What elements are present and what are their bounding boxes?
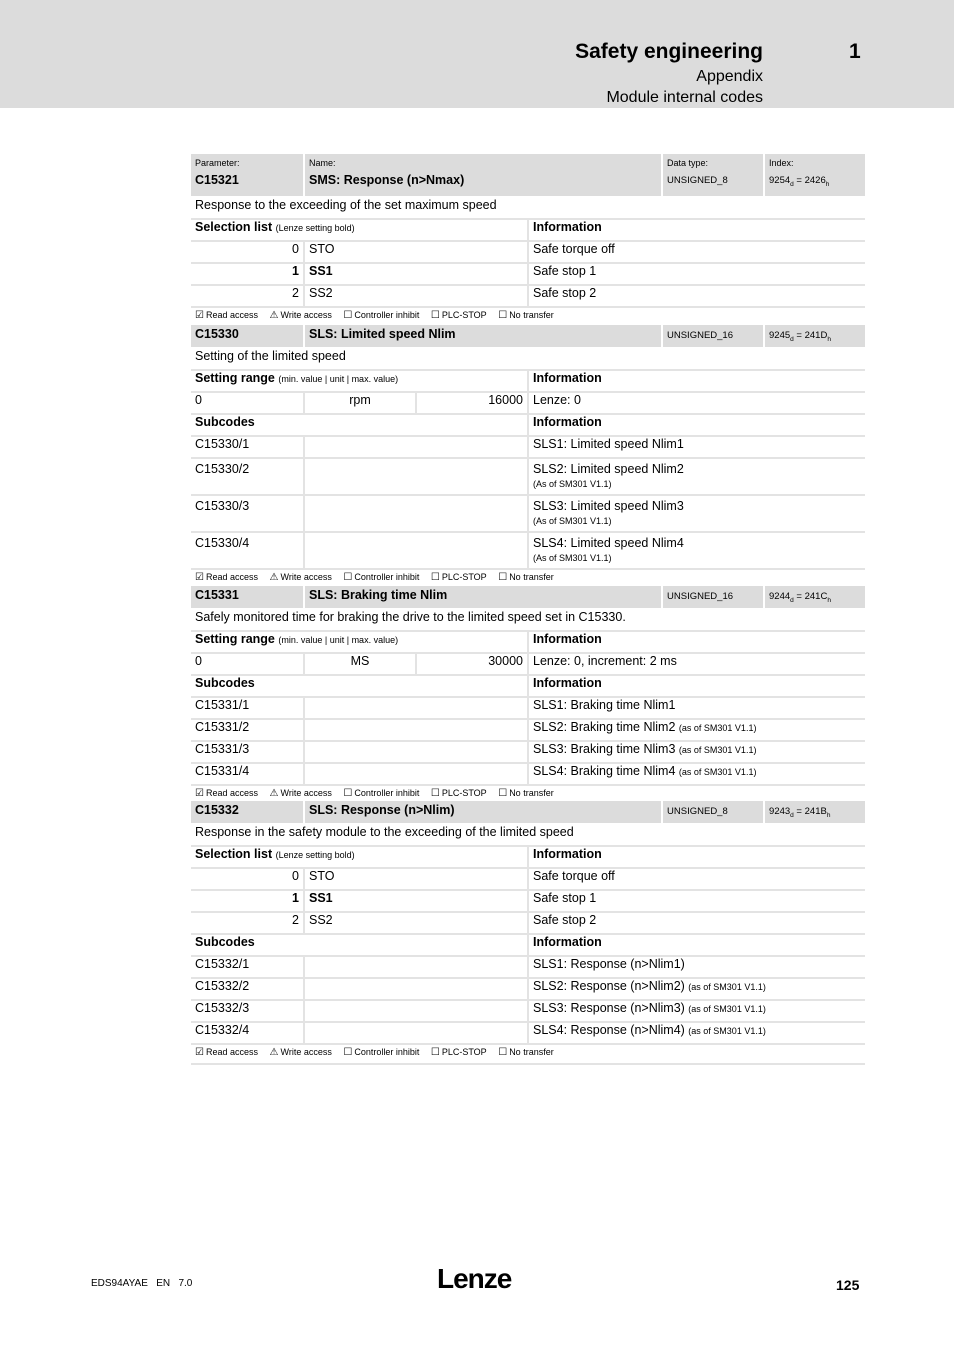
page-number: 125 xyxy=(836,1277,860,1293)
access-flags: ☑ Read access ⚠ Write access ☐ Controller inhibit ☐ PLC-STOP ☐ No transfer xyxy=(191,307,865,327)
param-code: C15332 xyxy=(195,803,239,817)
param-description: Safely monitored time for braking the drive to the limited speed set in C15330. xyxy=(191,609,865,631)
param-header xyxy=(191,586,865,609)
data-type: UNSIGNED_8 xyxy=(667,806,728,817)
param-index: $9245_d = 241D_h$ xyxy=(769,330,831,343)
checked-box-icon: ☑ xyxy=(195,1046,204,1058)
section-title: Appendix xyxy=(696,68,763,85)
chapter-number: 1 xyxy=(849,40,861,63)
param-table-c15332 xyxy=(191,801,865,1065)
data-type: UNSIGNED_16 xyxy=(667,591,734,602)
subsection-title: Module internal codes xyxy=(606,89,763,106)
selection-header: Selection list (Lenze setting bold) Information xyxy=(191,846,865,868)
param-index: $9243_d = 241B_h$ xyxy=(769,806,831,819)
selection-row: 0 STO Safe torque off xyxy=(191,241,865,263)
param-table-c15321 xyxy=(191,154,865,328)
checked-box-icon: ☑ xyxy=(195,310,204,321)
unchecked-box-icon: ☐ xyxy=(343,787,353,799)
checked-box-icon: ☑ xyxy=(195,787,204,799)
subcode-row: C15331/3 SLS3: Braking time Nlim3 (as of SM301 V1.1) xyxy=(191,741,865,763)
checked-box-icon: ☑ xyxy=(195,571,204,583)
selection-row: 1 SS1 Safe stop 1 xyxy=(191,890,865,912)
selection-row: 2 SS2 Safe stop 2 xyxy=(191,912,865,934)
param-header xyxy=(191,154,865,197)
unchecked-box-icon: ☐ xyxy=(498,571,508,583)
unchecked-box-icon: ☐ xyxy=(498,1046,508,1058)
subcodes-header: Subcodes Information xyxy=(191,934,865,956)
subcode-row: C15332/1 SLS1: Response (n>Nlim1) xyxy=(191,956,865,978)
param-description: Response in the safety module to the exceeding of the limited speed xyxy=(191,824,865,846)
selection-row: 1 SS1 Safe stop 1 xyxy=(191,263,865,285)
parameter-label: Parameter: xyxy=(195,158,240,168)
param-name: SLS: Response (n>Nlim) xyxy=(309,803,455,817)
param-name: SMS: Response (n>Nmax) xyxy=(309,173,465,187)
unchecked-box-icon: ☐ xyxy=(498,787,508,799)
param-code: C15331 xyxy=(195,588,239,602)
warning-icon: ⚠ xyxy=(269,571,279,583)
unchecked-box-icon: ☐ xyxy=(498,310,508,321)
param-table-c15330 xyxy=(191,325,865,590)
param-index: $9244_d = 241C_h$ xyxy=(769,591,831,604)
range-header: Setting range (min. value | unit | max. value) Information xyxy=(191,370,865,392)
warning-icon: ⚠ xyxy=(269,787,279,799)
param-name: SLS: Limited speed Nlim xyxy=(309,327,456,341)
param-table-c15331 xyxy=(191,586,865,806)
unchecked-box-icon: ☐ xyxy=(343,310,353,321)
param-name: SLS: Braking time Nlim xyxy=(309,588,448,602)
access-flags: ☑ Read access ⚠ Write access ☐ Controller inhibit ☐ PLC-STOP ☐ No transfer xyxy=(191,1044,865,1064)
access-flags: ☑ Read access ⚠ Write access ☐ Controller inhibit ☐ PLC-STOP ☐ No transfer xyxy=(191,569,865,589)
param-code: C15321 xyxy=(195,173,239,187)
access-flags: ☑ Read access ⚠ Write access ☐ Controller inhibit ☐ PLC-STOP ☐ No transfer xyxy=(191,785,865,805)
selection-row: 0 STO Safe torque off xyxy=(191,868,865,890)
subcode-row: C15332/4 SLS4: Response (n>Nlim4) (as of SM301 V1.1) xyxy=(191,1022,865,1044)
index-label: Index: xyxy=(769,158,794,168)
document-id: EDS94AYAE EN 7.0 xyxy=(91,1278,193,1289)
data-type-label: Data type: xyxy=(667,158,709,168)
param-description: Response to the exceeding of the set maximum speed xyxy=(191,197,865,219)
unchecked-box-icon: ☐ xyxy=(430,310,440,321)
subcode-row: C15330/3 SLS3: Limited speed Nlim3 (As of SM301 V1.1) xyxy=(191,495,865,532)
unchecked-box-icon: ☐ xyxy=(430,571,440,583)
param-description: Setting of the limited speed xyxy=(191,348,865,370)
unchecked-box-icon: ☐ xyxy=(430,787,440,799)
range-header: Setting range (min. value | unit | max. value) Information xyxy=(191,631,865,653)
page-title: Safety engineering xyxy=(575,40,763,63)
unchecked-box-icon: ☐ xyxy=(343,571,353,583)
range-row: 0 rpm 16000 Lenze: 0 xyxy=(191,392,865,414)
warning-icon: ⚠ xyxy=(269,310,279,321)
range-row: 0 MS 30000 Lenze: 0, increment: 2 ms xyxy=(191,653,865,675)
param-header xyxy=(191,801,865,824)
name-label: Name: xyxy=(309,158,336,168)
selection-header: Selection list (Lenze setting bold) Information xyxy=(191,219,865,241)
subcodes-header: Subcodes Information xyxy=(191,675,865,697)
header-band xyxy=(0,0,954,108)
data-type: UNSIGNED_8 xyxy=(667,175,728,186)
subcode-row: C15330/2 SLS2: Limited speed Nlim2 (As of SM301 V1.1) xyxy=(191,458,865,495)
subcode-row: C15332/3 SLS3: Response (n>Nlim3) (as of SM301 V1.1) xyxy=(191,1000,865,1022)
selection-row: 2 SS2 Safe stop 2 xyxy=(191,285,865,307)
subcode-row: C15331/2 SLS2: Braking time Nlim2 (as of SM301 V1.1) xyxy=(191,719,865,741)
subcode-row: C15332/2 SLS2: Response (n>Nlim2) (as of SM301 V1.1) xyxy=(191,978,865,1000)
unchecked-box-icon: ☐ xyxy=(430,1046,440,1058)
param-index: $9254_d = 2426_h$ xyxy=(769,175,830,188)
subcode-row: C15330/1 SLS1: Limited speed Nlim1 xyxy=(191,436,865,458)
subcodes-header: Subcodes Information xyxy=(191,414,865,436)
subcode-row: C15331/1 SLS1: Braking time Nlim1 xyxy=(191,697,865,719)
warning-icon: ⚠ xyxy=(269,1046,279,1058)
param-header xyxy=(191,325,865,348)
unchecked-box-icon: ☐ xyxy=(343,1046,353,1058)
subcode-row: C15331/4 SLS4: Braking time Nlim4 (as of SM301 V1.1) xyxy=(191,763,865,785)
data-type: UNSIGNED_16 xyxy=(667,330,733,341)
subcode-row: C15330/4 SLS4: Limited speed Nlim4 (As of SM301 V1.1) xyxy=(191,532,865,569)
param-code: C15330 xyxy=(195,327,239,341)
lenze-logo: Lenze xyxy=(437,1263,512,1294)
